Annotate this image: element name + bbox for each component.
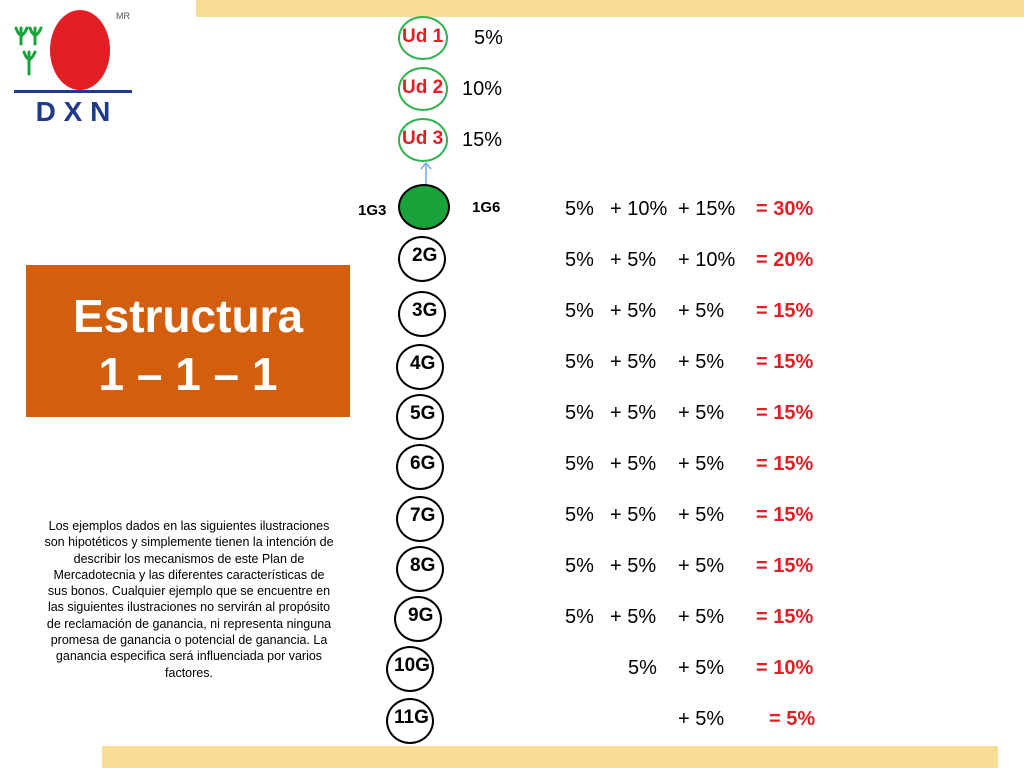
ud-node-label: Ud 1	[402, 26, 444, 47]
commission-row	[0, 657, 1024, 683]
arrow-up-icon	[416, 160, 436, 186]
row-term-b: + 5%	[610, 453, 657, 475]
generation-node-label: 7G	[410, 505, 436, 526]
row-term-b: + 5%	[610, 606, 657, 628]
row-term-a: 5%	[565, 606, 594, 628]
ud-node-percent: 15%	[462, 129, 503, 151]
row-term-a: 5%	[565, 504, 594, 526]
generation-node-label: 4G	[410, 353, 436, 374]
head-right-label: 1G6	[472, 199, 501, 216]
row-term-b: + 5%	[610, 300, 657, 322]
generation-node-label: 10G	[394, 655, 430, 676]
row-result: = 15%	[756, 606, 814, 628]
row-term-a: 5%	[565, 402, 594, 424]
commission-row	[0, 300, 1024, 326]
generation-node-label: 9G	[408, 605, 434, 626]
row-term-c: + 10%	[678, 249, 736, 271]
commission-row	[0, 351, 1024, 377]
row-term-b: + 5%	[610, 555, 657, 577]
row-term-a: 5%	[565, 249, 594, 271]
row-term-b: + 5%	[610, 504, 657, 526]
ud-node-label: Ud 3	[402, 128, 444, 149]
row-term-c: + 5%	[678, 657, 725, 679]
row-result: = 5%	[769, 708, 816, 730]
row-term-c: + 5%	[678, 300, 725, 322]
logo-text: D X N	[35, 96, 111, 127]
row-term-c: + 5%	[678, 402, 725, 424]
row-result: = 15%	[756, 300, 814, 322]
title-line2: 1 – 1 – 1	[98, 348, 278, 400]
title-line1: Estructura	[72, 290, 304, 342]
row-term-a: 5%	[565, 300, 594, 322]
row-term-b: + 5%	[610, 249, 657, 271]
generation-node-label: 6G	[410, 453, 436, 474]
row-term-c: + 15%	[678, 198, 736, 220]
commission-row	[0, 249, 1024, 275]
row-term-b: + 5%	[610, 351, 657, 373]
row-term-b: + 5%	[610, 402, 657, 424]
row-term-c: + 5%	[678, 453, 725, 475]
row-result: = 15%	[756, 555, 814, 577]
row-term-a: 5%	[565, 555, 594, 577]
row-term-c: + 5%	[678, 555, 725, 577]
dxn-mushroom-logo-icon	[8, 4, 138, 128]
row-term-a: 5%	[565, 198, 594, 220]
commission-row	[0, 402, 1024, 428]
commission-row	[0, 606, 1024, 632]
ud-node-label: Ud 2	[402, 77, 444, 98]
commission-row	[0, 504, 1024, 530]
row-term-a: 5%	[565, 351, 594, 373]
row-result: = 15%	[756, 351, 814, 373]
disclaimer-text: Los ejemplos dados en las siguientes ilustraciones son hipotéticos y simplemente tienen la intención de describir los mecanismos de este Plan de Mercadotecnia y las diferentes características de sus bonos. Cualquier ejemplo que se encuentre en las siguientes ilustraciones no servirán al propósito de reclamación de ganancia, ni representa ninguna promesa de ganancia o potencial de ganancia. La ganancia especifica será influenciada por varios factores.	[44, 519, 334, 680]
ud-node-percent: 10%	[462, 78, 503, 100]
row-term-c: + 5%	[678, 504, 725, 526]
generation-node-label: 5G	[410, 403, 436, 424]
ud-node-percent: 5%	[474, 27, 503, 49]
head-left-label: 1G3	[358, 202, 387, 219]
commission-row	[0, 555, 1024, 581]
generation-node-label: 8G	[410, 555, 436, 576]
top-decor-band	[196, 0, 1024, 17]
commission-row	[0, 708, 1024, 734]
logo-mark: MR	[116, 11, 130, 21]
commission-row	[0, 453, 1024, 479]
title-box	[26, 265, 350, 417]
row-term-a: 5%	[565, 453, 594, 475]
row-term-c: + 5%	[678, 606, 725, 628]
row-result: = 20%	[756, 249, 814, 271]
row-term-c: + 5%	[678, 351, 725, 373]
generation-node-label: 3G	[412, 300, 438, 321]
generation-node-label: 2G	[412, 245, 438, 266]
row-result: = 30%	[756, 198, 814, 220]
row-result: = 15%	[756, 402, 814, 424]
row-term-b: 5%	[628, 657, 657, 679]
row-result: = 15%	[756, 504, 814, 526]
row-result: = 10%	[756, 657, 814, 679]
bottom-decor-band	[102, 746, 998, 768]
row-term-b: + 10%	[610, 198, 668, 220]
generation-node-label: 11G	[394, 707, 429, 728]
commission-row	[0, 198, 1024, 224]
row-term-c: + 5%	[678, 708, 725, 730]
row-result: = 15%	[756, 453, 814, 475]
